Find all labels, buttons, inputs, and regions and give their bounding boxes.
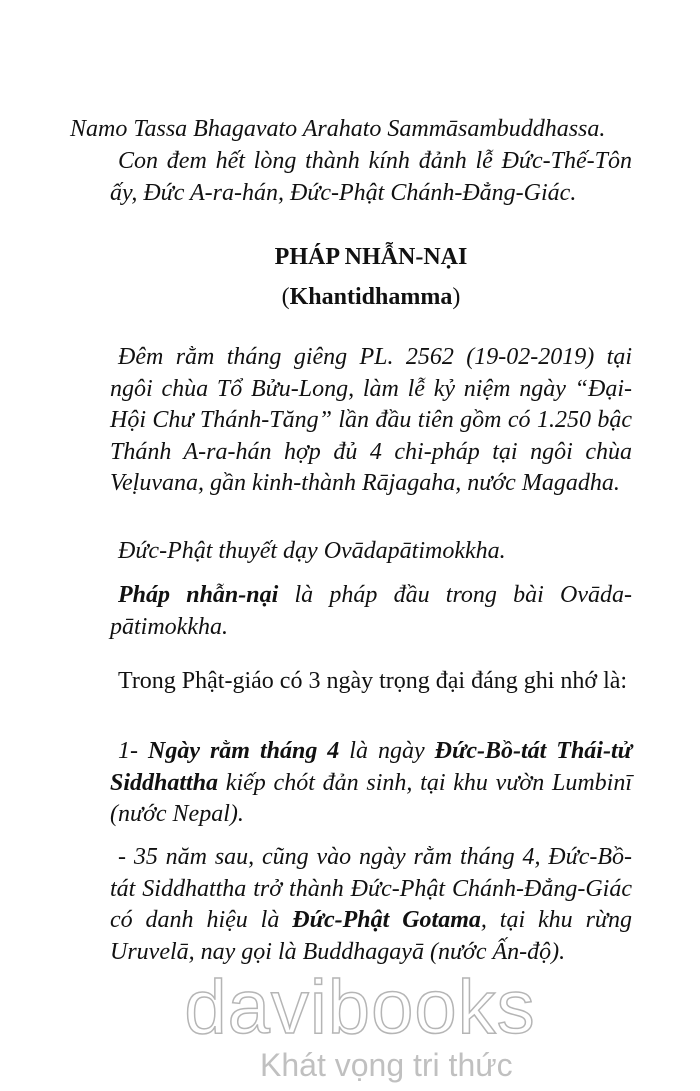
subtitle-paren-open: (	[281, 284, 290, 310]
paragraph-3	[110, 580, 632, 643]
paragraph-4-text: Trong Phật-giáo có 3 ngày trọng đại đáng ghi nhớ là:	[118, 668, 628, 694]
namo-text: Namo Tassa Bhagavato Arahato Sammāsambuddhassa.	[70, 116, 606, 142]
paragraph-1-text: Đêm rằm tháng giêng PL. 2562 (19-02-2019) tại ngôi chùa Tổ Bửu-Long, làm lễ kỷ niệm ngày “Đại-Hội Chư Thánh-Tăng” lần đầu tiên gồm có 1.250 bậc Thánh A-ra-hán hợp đủ 4 chi-pháp tại ngôi chùa Veḷuvana, gần kinh-thành Rājagaha, nước Magadha.	[110, 344, 632, 496]
namo-line	[70, 114, 632, 146]
paragraph-3-text: là pháp đầu trong bài Ovāda-pātimokkha.	[110, 582, 632, 640]
paragraph-1	[110, 342, 632, 500]
watermark-brand: davibooks	[184, 965, 536, 1050]
list-item-1-bold-date: Ngày rằm tháng 4	[147, 738, 340, 764]
list-item-1-prefix: 1-	[118, 738, 148, 764]
list-item-1-rest: kiếp chót đản sinh, tại khu vườn Lumbinī (nước Nepal).	[110, 769, 632, 827]
homage-text: Con đem hết lòng thành kính đảnh lễ Đức-Thế-Tôn ấy, Đức A-ra-hán, Đức-Phật Chánh-Đẳng-Giác.	[110, 148, 632, 206]
paragraph-2-text: Đức-Phật thuyết dạy Ovādapātimokkha.	[118, 538, 506, 564]
subtitle-paren-close: )	[452, 284, 461, 310]
chapter-subtitle	[110, 284, 632, 311]
publisher-watermark	[150, 965, 570, 1083]
list-item-2	[110, 842, 632, 968]
list-item-1-bold-name: Đức-Bồ-tát Thái-tử Siddhattha	[110, 738, 633, 796]
chapter-title-text: PHÁP NHẪN-NẠI	[274, 244, 468, 270]
list-item-2-rest: , tại khu rừng Uruvelā, nay gọi là Buddhagayā (nước Ấn-độ).	[110, 907, 633, 965]
paragraph-3-bold: Pháp nhẫn-nại	[118, 582, 279, 608]
paragraph-4	[110, 666, 632, 698]
watermark-tagline: Khát vọng tri thức	[260, 1047, 513, 1083]
paragraph-2	[110, 536, 632, 568]
list-item-1	[110, 736, 632, 831]
list-item-1-mid: là ngày	[339, 738, 435, 764]
list-item-2-bold: Đức-Phật Gotama	[292, 907, 481, 933]
list-item-2-text: - 35 năm sau, cũng vào ngày rằm tháng 4, Đức-Bồ-tát Siddhattha trở thành Đức-Phật Chánh-Đẳng-Giác có danh hiệu là	[110, 844, 632, 933]
chapter-subtitle-text: Khantidhamma	[289, 284, 453, 310]
homage-paragraph	[110, 146, 632, 209]
chapter-title	[110, 244, 632, 271]
